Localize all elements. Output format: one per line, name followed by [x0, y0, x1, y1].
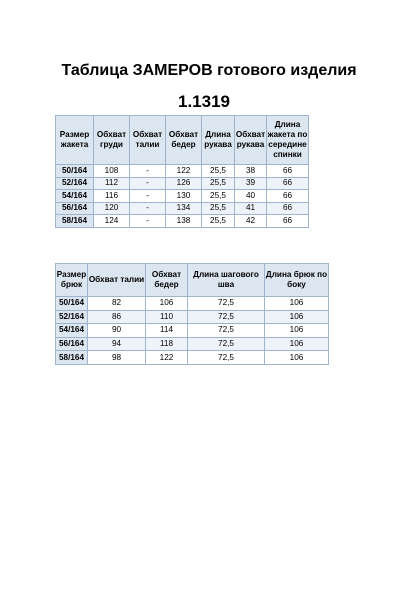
table-cell: 58/164 [56, 215, 94, 228]
table-cell: 54/164 [56, 324, 88, 338]
table-cell: 56/164 [56, 202, 94, 215]
table-row [56, 297, 329, 311]
table-cell: 120 [94, 202, 130, 215]
column-header-waist: Обхват талии [88, 264, 146, 297]
table-row [56, 215, 309, 228]
table-cell: 50/164 [56, 297, 88, 311]
column-header-size: Размер жакета [56, 116, 94, 165]
table-cell: - [130, 177, 166, 190]
table-cell: 56/164 [56, 337, 88, 351]
table-cell: 25,5 [202, 190, 235, 203]
table-cell: 25,5 [202, 202, 235, 215]
jacket-measurements-table [55, 115, 309, 228]
table-cell: 66 [267, 190, 309, 203]
table-cell: 110 [146, 310, 188, 324]
table-cell: 72,5 [188, 351, 265, 365]
table-cell: 72,5 [188, 310, 265, 324]
table-cell: 72,5 [188, 337, 265, 351]
table-row [56, 337, 329, 351]
column-header-inseam: Длина шагового шва [188, 264, 265, 297]
table-cell: 114 [146, 324, 188, 338]
column-header-chest: Обхват груди [94, 116, 130, 165]
column-header-size: Размер брюк [56, 264, 88, 297]
table-cell: 25,5 [202, 177, 235, 190]
table-cell: 106 [265, 337, 329, 351]
table-cell: 106 [265, 297, 329, 311]
table-cell: 106 [265, 351, 329, 365]
table-cell: 98 [88, 351, 146, 365]
column-header-waist: Обхват талии [130, 116, 166, 165]
table-cell: 134 [166, 202, 202, 215]
table-cell: 66 [267, 215, 309, 228]
table-cell: 40 [235, 190, 267, 203]
table-row [56, 324, 329, 338]
table-header-row [56, 116, 309, 165]
table-cell: 108 [94, 165, 130, 178]
table-cell: 82 [88, 297, 146, 311]
table-cell: 52/164 [56, 177, 94, 190]
table-cell: 122 [166, 165, 202, 178]
table-cell: - [130, 165, 166, 178]
table-row [56, 165, 309, 178]
table-row [56, 190, 309, 203]
table-cell: 54/164 [56, 190, 94, 203]
table-cell: 122 [146, 351, 188, 365]
table-cell: 39 [235, 177, 267, 190]
column-header-jacket-length: Длина жакета по середине спинки [267, 116, 309, 165]
table-cell: 90 [88, 324, 146, 338]
table-cell: 38 [235, 165, 267, 178]
column-header-sleeve-girth: Обхват рукава [235, 116, 267, 165]
table-cell: 66 [267, 165, 309, 178]
table-cell: 25,5 [202, 215, 235, 228]
table-cell: 41 [235, 202, 267, 215]
table-header-row [56, 264, 329, 297]
table-cell: 42 [235, 215, 267, 228]
table-cell: 118 [146, 337, 188, 351]
table-row [56, 202, 309, 215]
trousers-measurements-table [55, 263, 329, 365]
model-number: 1.1319 [178, 92, 230, 111]
table-cell: 25,5 [202, 165, 235, 178]
table-cell: 130 [166, 190, 202, 203]
table-cell: 94 [88, 337, 146, 351]
table-cell: 124 [94, 215, 130, 228]
table-cell: 106 [265, 310, 329, 324]
column-header-hips: Обхват бедер [166, 116, 202, 165]
column-header-hips: Обхват бедер [146, 264, 188, 297]
table-cell: 116 [94, 190, 130, 203]
table-cell: 106 [265, 324, 329, 338]
document-title: Таблица ЗАМЕРОВ готового изделия [61, 62, 357, 79]
column-header-side-length: Длина брюк по боку [265, 264, 329, 297]
table-cell: 58/164 [56, 351, 88, 365]
table-cell: 112 [94, 177, 130, 190]
table-cell: - [130, 190, 166, 203]
table-cell: 86 [88, 310, 146, 324]
table-cell: 52/164 [56, 310, 88, 324]
table-cell: 106 [146, 297, 188, 311]
table-row [56, 351, 329, 365]
table-cell: 50/164 [56, 165, 94, 178]
table-cell: 72,5 [188, 297, 265, 311]
table-cell: 138 [166, 215, 202, 228]
table-row [56, 177, 309, 190]
table-cell: 126 [166, 177, 202, 190]
table-cell: - [130, 202, 166, 215]
table-cell: 66 [267, 202, 309, 215]
table-cell: - [130, 215, 166, 228]
table-cell: 66 [267, 177, 309, 190]
table-cell: 72,5 [188, 324, 265, 338]
column-header-sleeve-length: Длина рукава [202, 116, 235, 165]
table-row [56, 310, 329, 324]
